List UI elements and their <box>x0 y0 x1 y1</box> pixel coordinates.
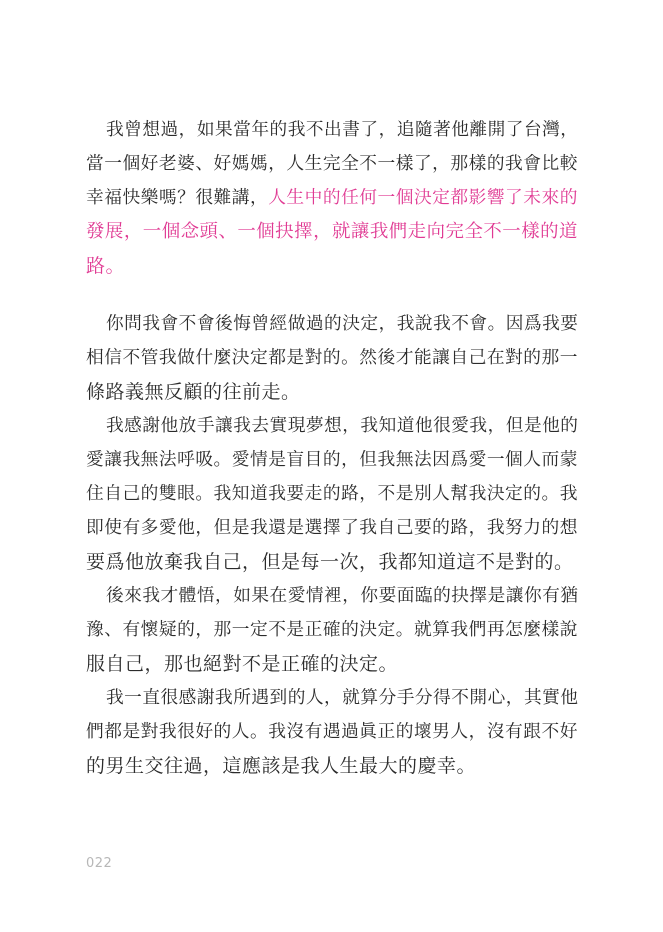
highlighted-text: 發展，一個念頭、一個抉擇，就讓我們走向完全不一樣的道 <box>86 221 578 242</box>
text-line <box>86 181 578 215</box>
paragraph-3 <box>86 409 579 579</box>
text-segment: 服自己，那也絕對不是正確的決定。 <box>86 653 399 675</box>
text-line <box>86 147 578 181</box>
text-segment: 愛讓我無法呼吸。愛情是盲目的，但我無法因爲愛一個人而蒙 <box>86 450 578 470</box>
text-line <box>86 545 574 579</box>
text-segment: 的男生交往過，這應該是我人生最大的慶幸。 <box>86 755 477 777</box>
text-line <box>86 341 578 375</box>
text-segment: 你問我會不會後悔曾經做過的決定，我說我不會。因爲我要 <box>106 314 579 334</box>
text-line <box>86 375 566 409</box>
paragraph-2 <box>86 307 579 409</box>
text-line <box>86 511 578 545</box>
text-line <box>86 647 566 681</box>
text-segment: 豫、有懷疑的，那一定不是正確的決定。就算我們再怎麼樣說 <box>86 620 578 640</box>
text-segment: 要爲他放棄我自己，但是每一次，我都知道這不是對的。 <box>86 551 574 573</box>
paragraph-5 <box>86 681 579 783</box>
text-segment: 條路義無反顧的往前走。 <box>86 381 301 403</box>
text-line <box>86 215 578 249</box>
text-line <box>86 579 579 613</box>
text-line <box>86 715 578 749</box>
page-number: 022 <box>86 856 113 871</box>
text-segment: 我曾想過，如果當年的我不出書了，追隨著他離開了台灣， <box>106 120 579 140</box>
text-segment: 幸福快樂嗎？很難講， <box>86 188 269 208</box>
text-segment: 們都是對我很好的人。我沒有遇過眞正的壞男人，沒有跟不好 <box>86 722 578 742</box>
text-segment: 相信不管我做什麼決定都是對的。然後才能讓自己在對的那一 <box>86 348 578 368</box>
highlighted-text: 路。 <box>86 255 126 277</box>
text-line <box>86 477 578 511</box>
text-line <box>86 113 579 147</box>
text-line <box>86 443 578 477</box>
text-line <box>86 249 566 283</box>
text-segment: 後來我才體悟，如果在愛情裡，你要面臨的抉擇是讓你有猶 <box>106 586 579 606</box>
text-line <box>86 749 566 783</box>
text-segment: 我感謝他放手讓我去實現夢想，我知道他很愛我，但是他的 <box>106 416 579 436</box>
highlighted-text: 人生中的任何一個決定都影響了未來的 <box>268 188 578 208</box>
paragraph-1 <box>86 113 579 283</box>
text-segment: 即使有多愛他，但是我還是選擇了我自己要的路，我努力的想 <box>86 518 578 538</box>
text-line <box>86 681 579 715</box>
text-segment: 當一個好老婆、好媽媽，人生完全不一樣了，那樣的我會比較 <box>86 154 578 174</box>
paragraph-4 <box>86 579 579 681</box>
text-line <box>86 409 579 443</box>
text-segment: 我一直很感謝我所遇到的人，就算分手分得不開心，其實他 <box>106 688 579 708</box>
text-line <box>86 613 578 647</box>
text-segment: 住自己的雙眼。我知道我要走的路，不是別人幫我決定的。我 <box>86 484 578 504</box>
text-line <box>86 307 579 341</box>
